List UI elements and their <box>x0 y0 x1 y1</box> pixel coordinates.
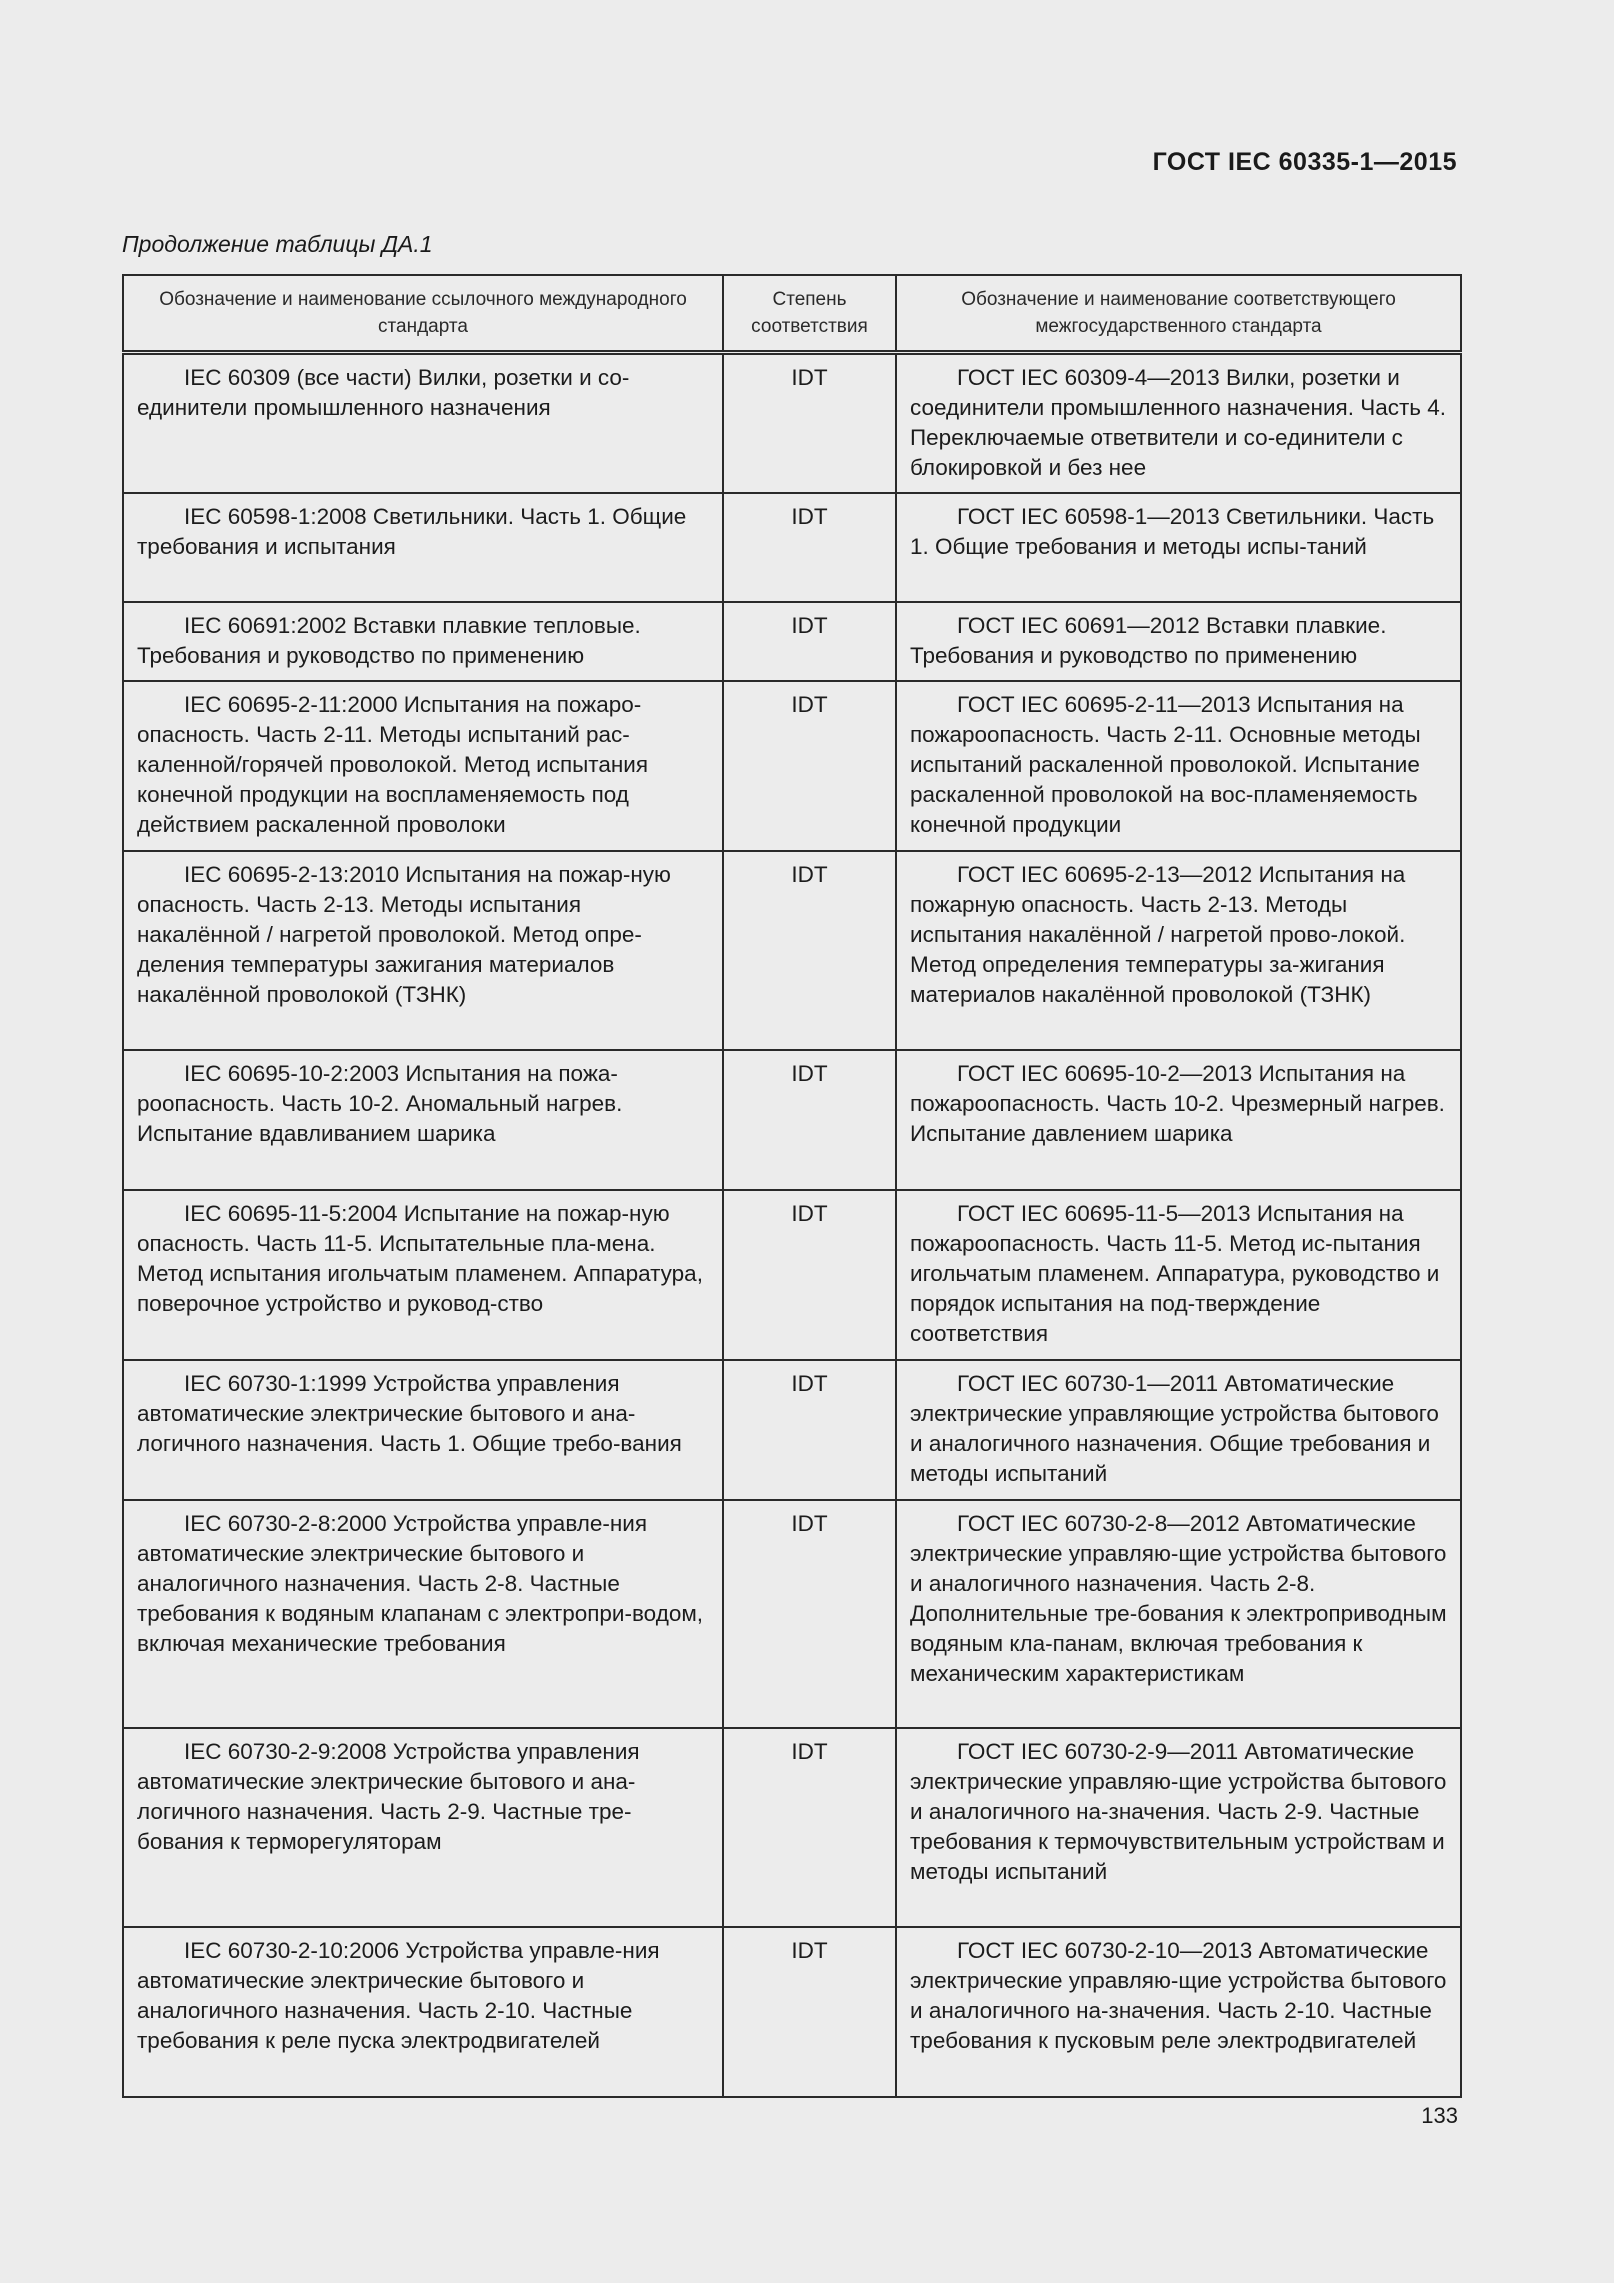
table-row <box>123 1050 1461 1190</box>
degree-cell: IDT <box>723 353 896 493</box>
interstate-standard-cell: ГОСТ IEC 60730-1—2011 Автоматические электрические управляющие устройства бытового и аналогичного назначения. Общие требования и методы испытаний <box>896 1360 1461 1500</box>
interstate-standard-cell: ГОСТ IEC 60691—2012 Вставки плавкие. Требования и руководство по применению <box>896 602 1461 681</box>
table-row <box>123 681 1461 851</box>
degree-cell: IDT <box>723 1500 896 1728</box>
column-header-international: Обозначение и наименование ссылочного международного стандарта <box>123 275 723 353</box>
interstate-standard-cell: ГОСТ IEC 60730-2-9—2011 Автоматические электрические управляю-щие устройства бытового и аналогичного на-значения. Часть 2-9. Частные требования к термочувствительным устройствам и методы испытаний <box>896 1728 1461 1927</box>
interstate-standard-cell: ГОСТ IEC 60730-2-10—2013 Автоматические электрические управляю-щие устройства бытового и аналогичного на-значения. Часть 2-10. Частные требования к пусковым реле электродвигателей <box>896 1927 1461 2097</box>
interstate-standard-cell: ГОСТ IEC 60695-2-11—2013 Испытания на пожароопасность. Часть 2-11. Основные методы испытаний раскаленной проволокой. Испытание раскаленной проволокой на вос-пламеняемость конечной продукции <box>896 681 1461 851</box>
table-caption: Продолжение таблицы ДА.1 <box>122 231 433 257</box>
degree-cell: IDT <box>723 681 896 851</box>
document-header: ГОСТ IEC 60335-1—2015 <box>1152 148 1457 176</box>
table-header-row <box>123 275 1461 353</box>
table-row <box>123 1360 1461 1500</box>
international-standard-cell: IEC 60598-1:2008 Светильники. Часть 1. Общие требования и испытания <box>123 493 723 602</box>
standards-table <box>122 274 1462 2098</box>
degree-cell: IDT <box>723 1050 896 1190</box>
table-row <box>123 493 1461 602</box>
table-row <box>123 1728 1461 1927</box>
interstate-standard-cell: ГОСТ IEC 60695-11-5—2013 Испытания на пожароопасность. Часть 11-5. Метод ис-пытания игольчатым пламенем. Аппаратура, руководство и порядок испытания на под-тверждение соответствия <box>896 1190 1461 1360</box>
interstate-standard-cell: ГОСТ IEC 60598-1—2013 Светильники. Часть 1. Общие требования и методы испы-таний <box>896 493 1461 602</box>
column-header-degree: Степень соответствия <box>723 275 896 353</box>
international-standard-cell: IEC 60695-2-11:2000 Испытания на пожаро-опасность. Часть 2-11. Методы испытаний рас-каленной/горячей проволокой. Метод испытания конечной продукции на воспламеняемость под действием раскаленной проволоки <box>123 681 723 851</box>
international-standard-cell: IEC 60309 (все части) Вилки, розетки и со-единители промышленного назначения <box>123 353 723 493</box>
degree-cell: IDT <box>723 1190 896 1360</box>
table-row <box>123 1190 1461 1360</box>
degree-cell: IDT <box>723 493 896 602</box>
page-number: 133 <box>1421 2103 1458 2128</box>
degree-cell: IDT <box>723 1728 896 1927</box>
degree-cell: IDT <box>723 851 896 1050</box>
international-standard-cell: IEC 60695-2-13:2010 Испытания на пожар-ную опасность. Часть 2-13. Методы испытания накалённой / нагретой проволокой. Метод опре-деления температуры зажигания материалов накалённой проволокой (ТЗНК) <box>123 851 723 1050</box>
table-row <box>123 602 1461 681</box>
international-standard-cell: IEC 60695-11-5:2004 Испытание на пожар-ную опасность. Часть 11-5. Испытательные пла-мена. Метод испытания игольчатым пламенем. Аппаратура, поверочное устройство и руковод-ство <box>123 1190 723 1360</box>
degree-cell: IDT <box>723 1927 896 2097</box>
international-standard-cell: IEC 60730-2-9:2008 Устройства управления автоматические электрические бытового и ана-логичного назначения. Часть 2-9. Частные тре-бования к терморегуляторам <box>123 1728 723 1927</box>
interstate-standard-cell: ГОСТ IEC 60695-10-2—2013 Испытания на пожароопасность. Часть 10-2. Чрезмерный нагрев. Испытание давлением шарика <box>896 1050 1461 1190</box>
degree-cell: IDT <box>723 1360 896 1500</box>
table-row <box>123 1927 1461 2097</box>
interstate-standard-cell: ГОСТ IEC 60309-4—2013 Вилки, розетки и соединители промышленного назначения. Часть 4. Переключаемые ответвители и со-единители с блокировкой и без нее <box>896 353 1461 493</box>
international-standard-cell: IEC 60730-1:1999 Устройства управления автоматические электрические бытового и ана-логичного назначения. Часть 1. Общие требо-вания <box>123 1360 723 1500</box>
international-standard-cell: IEC 60730-2-8:2000 Устройства управле-ния автоматические электрические бытового и аналогичного назначения. Часть 2-8. Частные требования к водяным клапанам с электропри-водом, включая механические требования <box>123 1500 723 1728</box>
degree-cell: IDT <box>723 602 896 681</box>
international-standard-cell: IEC 60691:2002 Вставки плавкие тепловые. Требования и руководство по применению <box>123 602 723 681</box>
interstate-standard-cell: ГОСТ IEC 60695-2-13—2012 Испытания на пожарную опасность. Часть 2-13. Методы испытания накалённой / нагретой прово-локой. Метод определения температуры за-жигания материалов накалённой проволокой (ТЗНК) <box>896 851 1461 1050</box>
table-row <box>123 851 1461 1050</box>
table-row <box>123 353 1461 493</box>
column-header-interstate: Обозначение и наименование соответствующего межгосударственного стандарта <box>896 275 1461 353</box>
international-standard-cell: IEC 60695-10-2:2003 Испытания на пожа-роопасность. Часть 10-2. Аномальный нагрев. Испытание вдавливанием шарика <box>123 1050 723 1190</box>
interstate-standard-cell: ГОСТ IEC 60730-2-8—2012 Автоматические электрические управляю-щие устройства бытового и аналогичного назначения. Часть 2-8. Дополнительные тре-бования к электроприводным водяным кла-панам, включая требования к механическим характеристикам <box>896 1500 1461 1728</box>
table-row <box>123 1500 1461 1728</box>
international-standard-cell: IEC 60730-2-10:2006 Устройства управле-ния автоматические электрические бытового и аналогичного назначения. Часть 2-10. Частные требования к реле пуска электродвигателей <box>123 1927 723 2097</box>
